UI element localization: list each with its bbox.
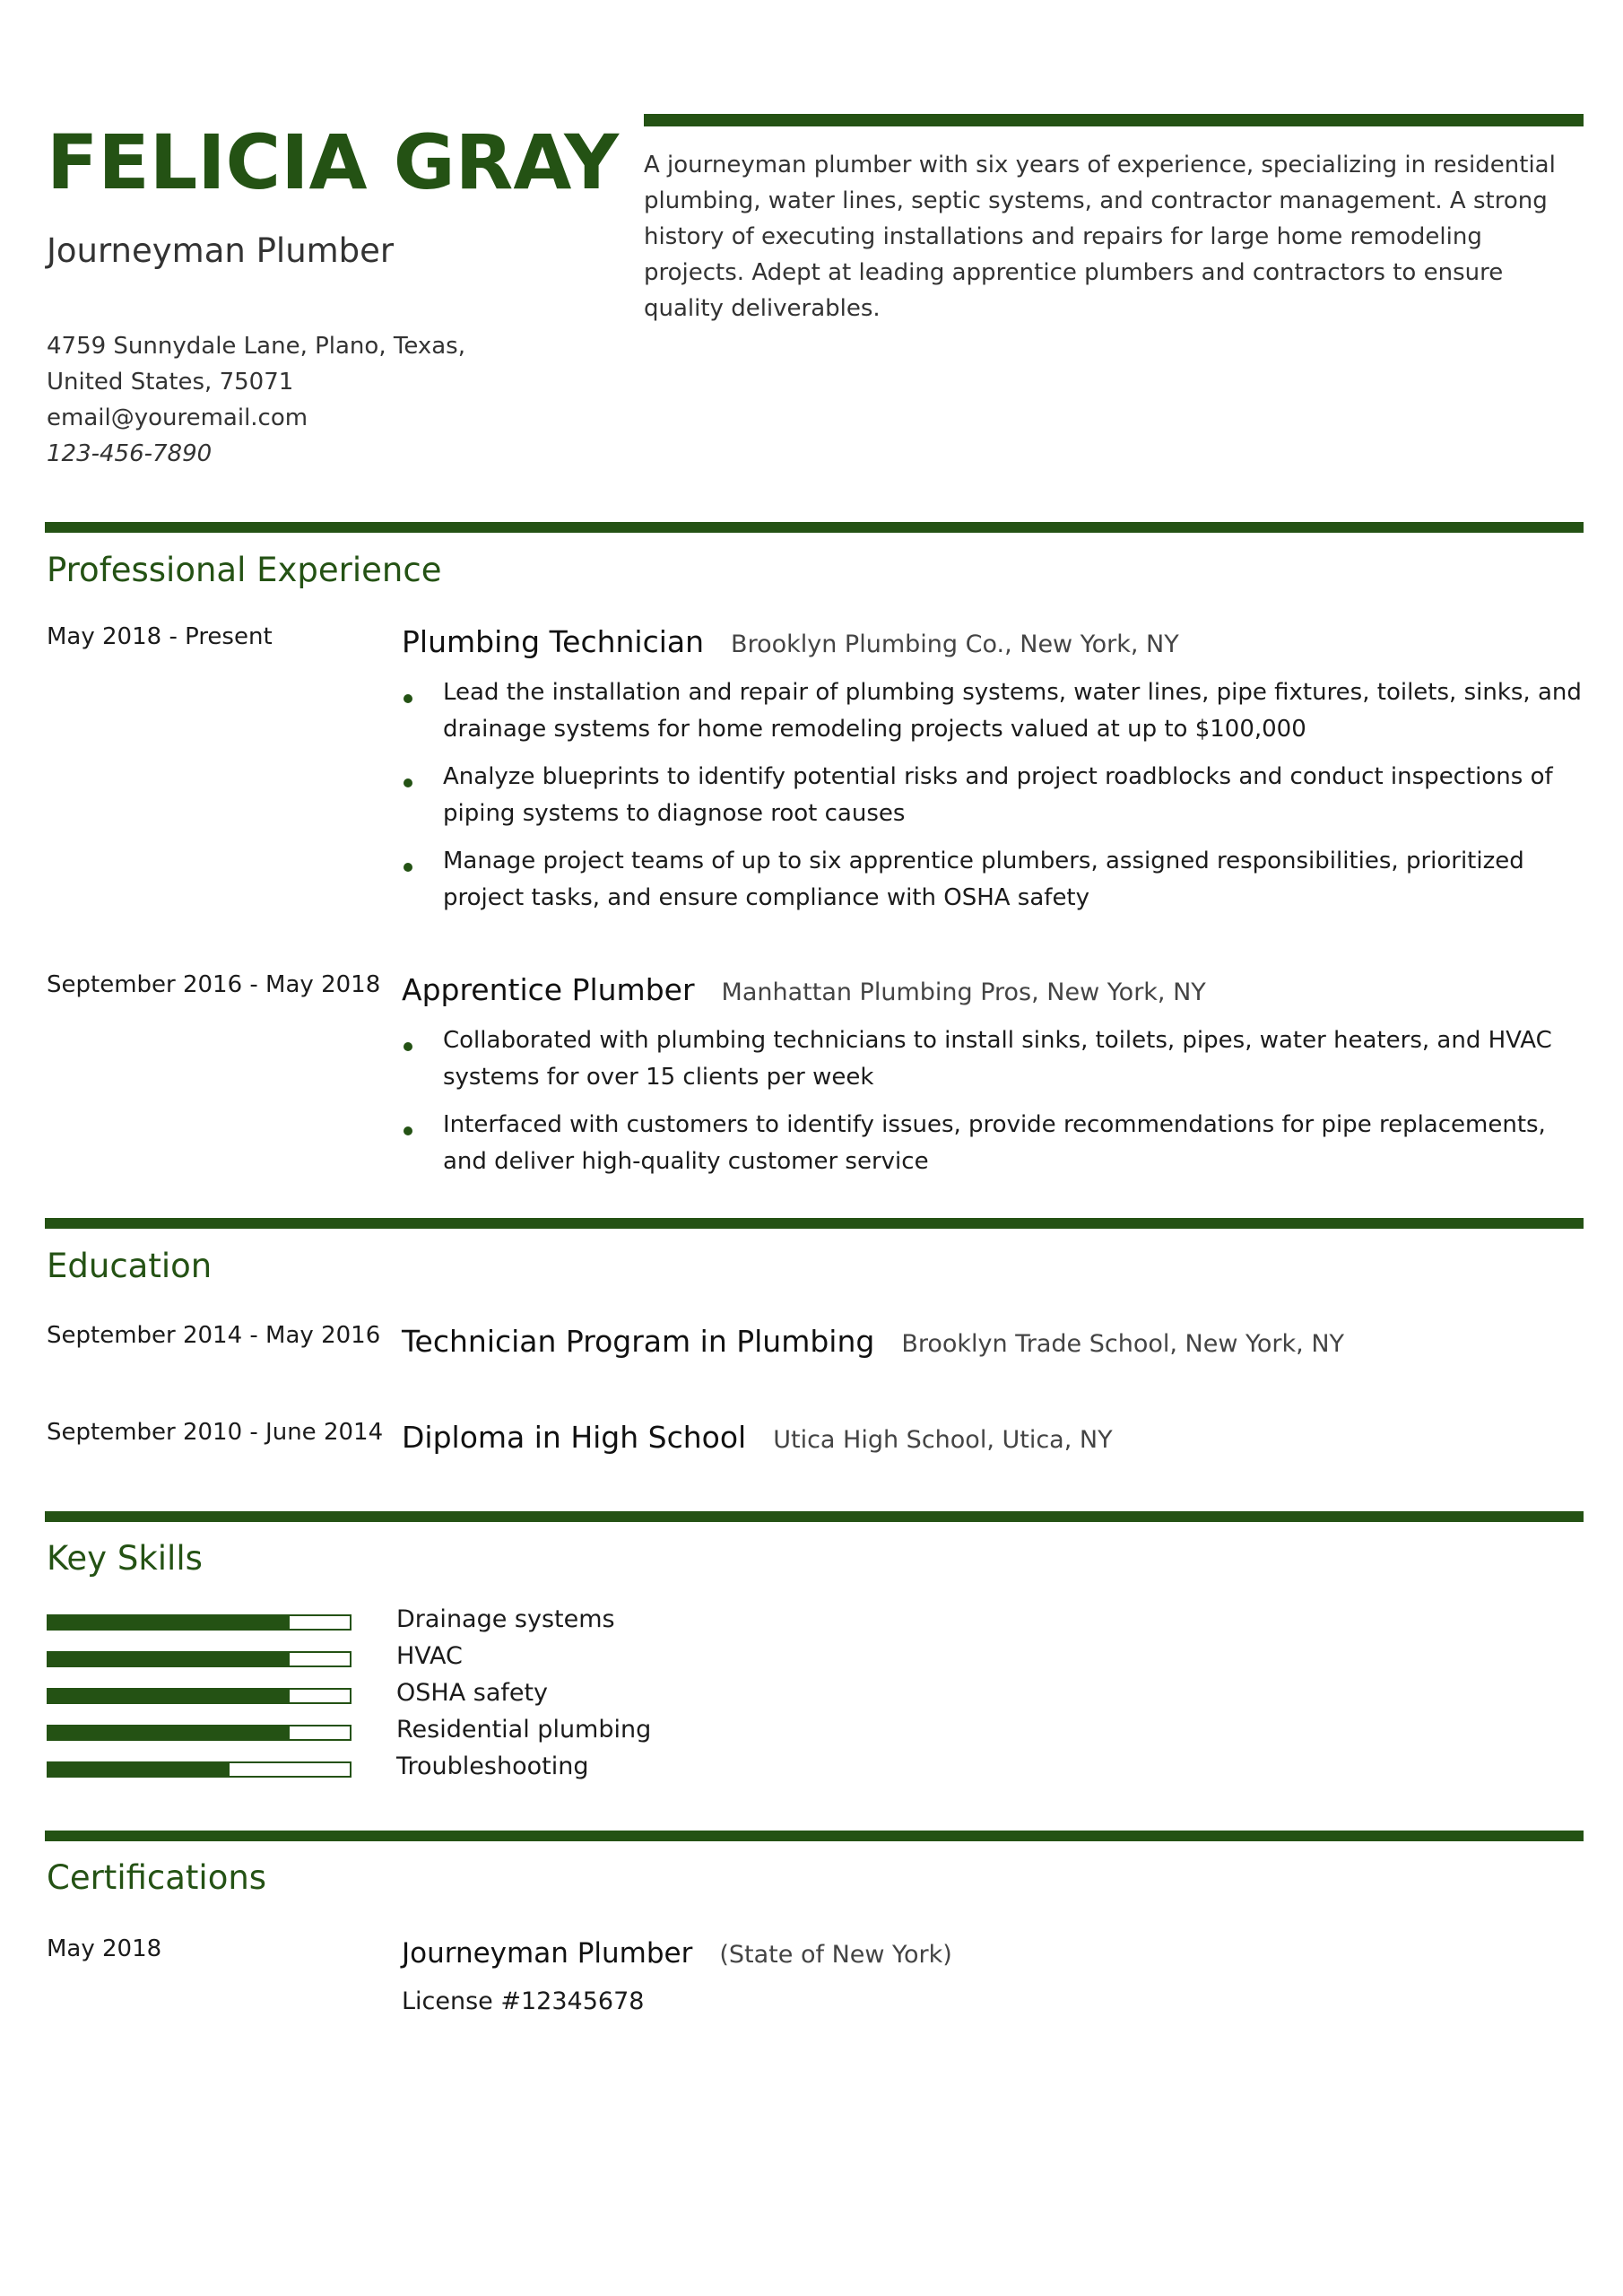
job-bullets (402, 674, 1585, 927)
skill-label: Drainage systems (396, 1605, 615, 1633)
skill-level-bar (47, 1614, 352, 1631)
job-header (402, 972, 1206, 1007)
contact-block (47, 328, 549, 472)
bullet-dot-icon (404, 1126, 412, 1135)
education-degree: Diploma in High School (402, 1420, 747, 1455)
skill-level-fill (48, 1726, 290, 1739)
experience-divider (45, 522, 1584, 533)
job-bullets (402, 1022, 1585, 1191)
list-item: Analyze blueprints to identify potential risks and project roadblocks and conduct inspections of piping systems to diagnose root causes (402, 759, 1585, 832)
experience-heading: Professional Experience (47, 551, 442, 589)
certification-header (402, 1937, 952, 1970)
education-degree: Technician Program in Plumbing (402, 1324, 875, 1359)
skills-divider (45, 1511, 1584, 1522)
bullet-dot-icon (404, 863, 412, 872)
skill-level-bar (47, 1761, 352, 1778)
skill-level-bar (47, 1688, 352, 1704)
education-header (402, 1420, 1113, 1455)
job-dates: September 2016 - May 2018 (47, 971, 381, 998)
job-role: Apprentice Plumber (402, 972, 695, 1007)
certification-name: Journeyman Plumber (402, 1937, 693, 1970)
education-school: Brooklyn Trade School, New York, NY (901, 1330, 1345, 1358)
education-school: Utica High School, Utica, NY (773, 1426, 1113, 1454)
list-item: Interfaced with customers to identify issues, provide recommendations for pipe replacements, and deliver high-quality customer service (402, 1107, 1585, 1180)
skill-label: Troubleshooting (396, 1752, 589, 1780)
skill-level-fill (48, 1653, 290, 1665)
certification-date: May 2018 (47, 1935, 162, 1962)
skill-label: Residential plumbing (396, 1716, 652, 1744)
candidate-name: FELICIA GRAY (47, 118, 620, 206)
skill-label: OSHA safety (396, 1679, 549, 1707)
education-heading: Education (47, 1247, 213, 1285)
education-header (402, 1324, 1344, 1359)
certifications-heading: Certifications (47, 1858, 267, 1897)
bullet-dot-icon (404, 778, 412, 787)
list-item: Lead the installation and repair of plumbing systems, water lines, pipe fixtures, toilets, sinks, and drainage systems for home remodeling projects valued at up to $100,000 (402, 674, 1585, 748)
job-org: Manhattan Plumbing Pros, New York, NY (721, 978, 1206, 1006)
education-dates: September 2010 - June 2014 (47, 1419, 384, 1446)
job-dates: May 2018 - Present (47, 623, 273, 650)
list-item: Manage project teams of up to six apprentice plumbers, assigned responsibilities, prioritized project tasks, and ensure compliance with OSHA safety (402, 843, 1585, 917)
skill-label: HVAC (396, 1642, 463, 1670)
skills-heading: Key Skills (47, 1539, 203, 1578)
skill-level-fill (48, 1616, 290, 1629)
job-header (402, 624, 1179, 659)
summary-divider (644, 114, 1584, 126)
job-title: Journeyman Plumber (47, 231, 395, 270)
bullet-dot-icon (404, 1042, 412, 1051)
skill-level-fill (48, 1763, 230, 1776)
list-item: Collaborated with plumbing technicians to install sinks, toilets, pipes, water heaters, and HVAC systems for over 15 clients per week (402, 1022, 1585, 1096)
job-role: Plumbing Technician (402, 624, 705, 659)
license-number: License #12345678 (402, 1987, 645, 2015)
certification-issuer: (State of New York) (719, 1941, 952, 1969)
job-org: Brooklyn Plumbing Co., New York, NY (731, 631, 1179, 658)
phone: 123-456-7890 (47, 440, 213, 467)
skill-level-bar (47, 1725, 352, 1741)
education-dates: September 2014 - May 2016 (47, 1322, 381, 1349)
skill-level-bar (47, 1651, 352, 1667)
education-divider (45, 1218, 1584, 1229)
certifications-divider (45, 1831, 1584, 1841)
email: email@youremail.com (47, 404, 308, 431)
summary: A journeyman plumber with six years of experience, specializing in residential plumbing, water lines, septic systems, and contractor management. A strong history of executing installations and repairs for large home remodeling projects. Adept at leading apprentice plumbers and contractors to ensure quality deliverables. (644, 152, 1556, 322)
address: 4759 Sunnydale Lane, Plano, Texas, United States, 75071 (47, 333, 465, 396)
skill-level-fill (48, 1690, 290, 1702)
bullet-dot-icon (404, 694, 412, 703)
